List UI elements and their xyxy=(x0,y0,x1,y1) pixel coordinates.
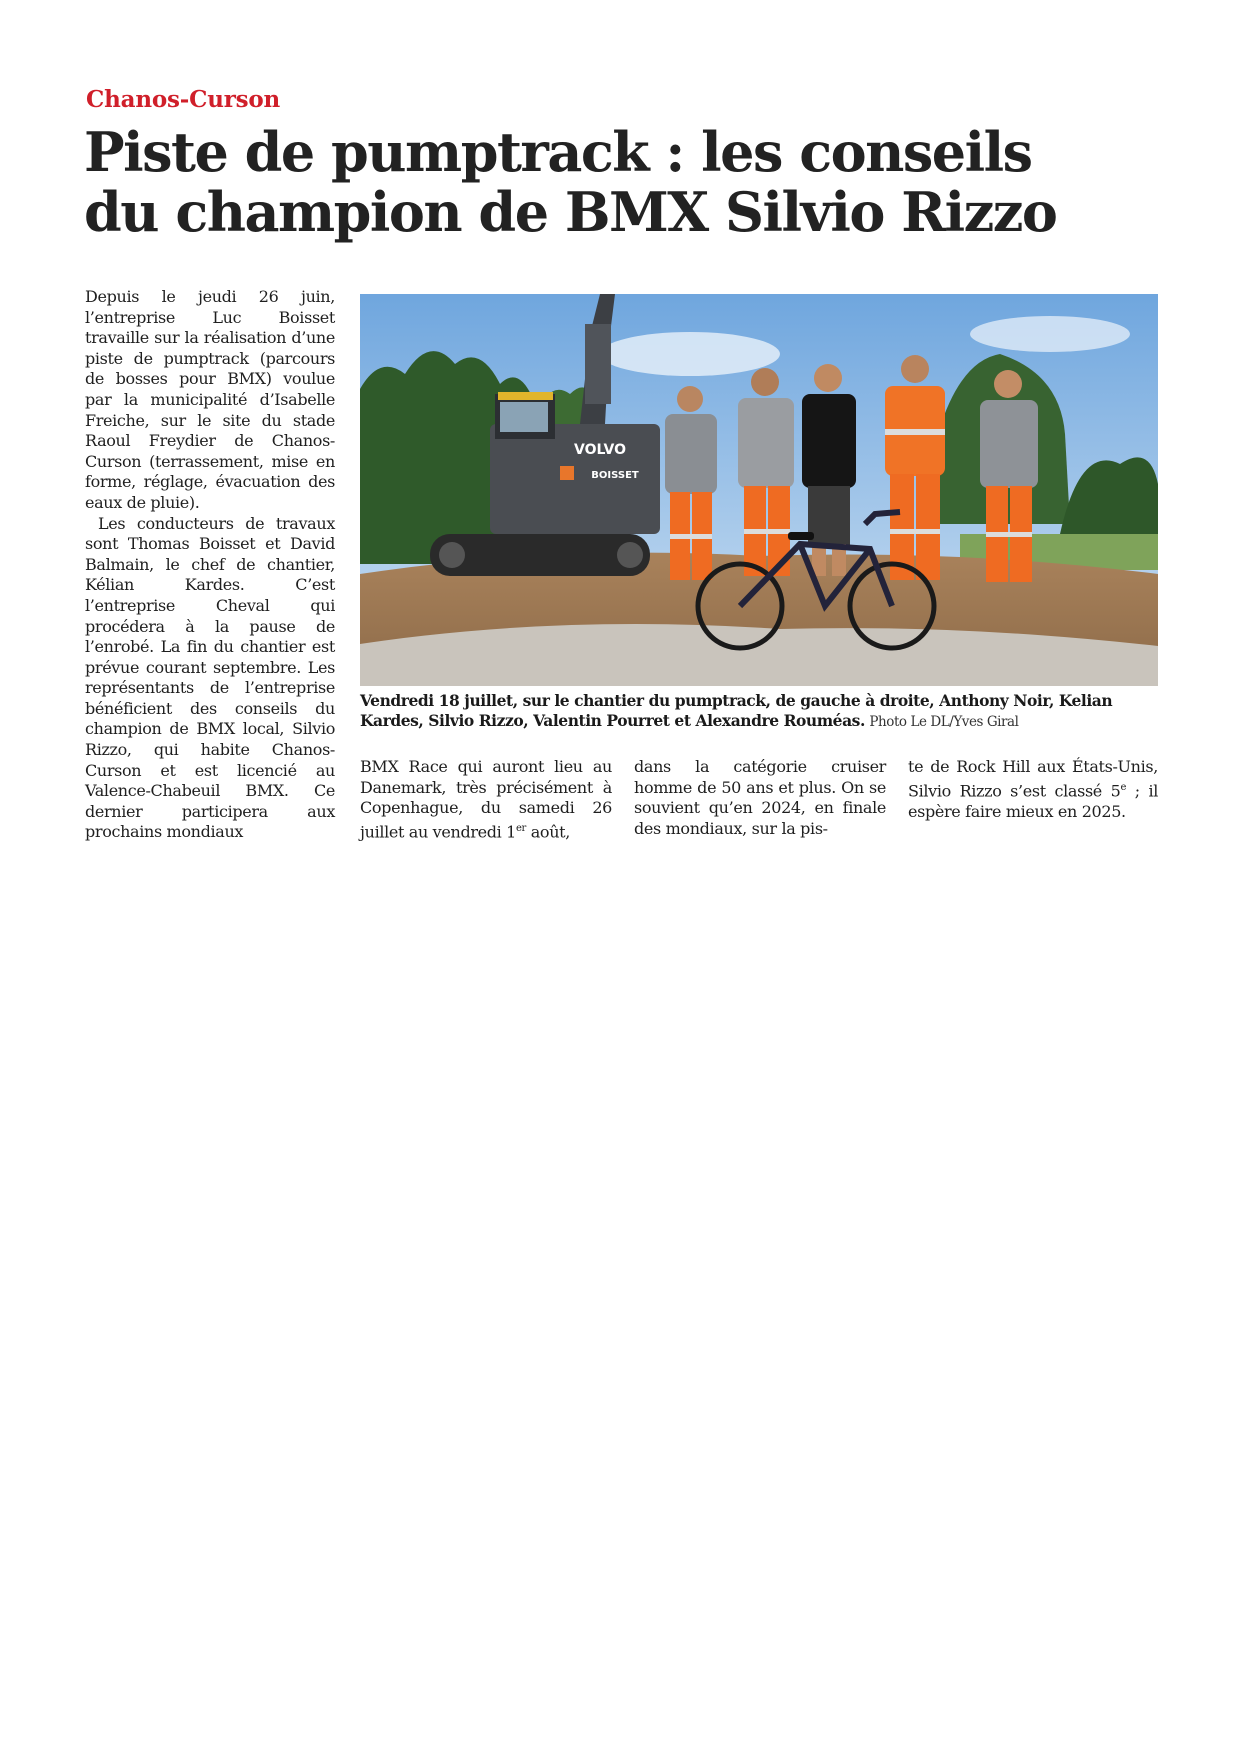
photo-caption xyxy=(360,691,1160,732)
paragraph-1: Depuis le jeudi 26 juin, l’entreprise Luc Boisset travaille sur la réalisation d’une piste de pumptrack (parcours de bosses pour BMX) voulue par la municipalité d’Isabelle Freiche, sur le site du stade Raoul Freydier de Chanos-Curson (terrassement, mise en forme, réglage, évacuation des eaux de pluie). xyxy=(85,287,335,512)
column-4-superscript: e xyxy=(1120,781,1127,793)
column-3-text: dans la catégorie cruiser homme de 50 ans et plus. On se souvient qu’en 2024, en finale des mondiaux, sur la pis- xyxy=(634,757,886,838)
paragraph-2: Les conducteurs de travaux sont Thomas Boisset et David Balmain, le chef de chantier, Kélian Kardes. C’est l’entreprise Cheval qui procédera à la pause de l’enrobé. La fin du chantier est prévue courant septembre. Les représentants de l’entreprise bénéficient des conseils du champion de BMX local, Silvio Rizzo, qui habite Chanos-Curson et est licencié au Valence-Chabeuil BMX. Ce dernier participera aux prochains mondiaux xyxy=(85,513,335,842)
caption-text: Vendredi 18 juillet, sur le chantier du pumptrack, de gauche à droite, Anthony Noir, Kelian Kardes, Silvio Rizzo, Valentin Pourret et Alexandre Rouméas. xyxy=(360,691,1113,730)
column-4-text: te de Rock Hill aux États-Unis, Silvio Rizzo s’est classé 5 xyxy=(908,757,1158,800)
worker-2 xyxy=(738,368,794,576)
article-headline xyxy=(84,122,1184,242)
machine-brand-label: VOLVO xyxy=(574,442,626,458)
column-2-text-end: août, xyxy=(525,822,570,842)
column-4-text-end: ; il espère faire mieux en 2025. xyxy=(908,780,1158,821)
headline-line-1: Piste de pumptrack : les conseils xyxy=(84,120,1032,184)
column-2-superscript: er xyxy=(515,822,526,834)
machine-company-label: BOISSET xyxy=(591,470,639,481)
construction-site-photo xyxy=(360,294,1158,686)
article-column-3 xyxy=(634,757,886,839)
article-photo xyxy=(360,294,1158,686)
headline-line-2: du champion de BMX Silvio Rizzo xyxy=(84,180,1057,244)
article-column-2 xyxy=(360,757,612,843)
article-column-4 xyxy=(908,757,1158,822)
column-2-text: BMX Race qui auront lieu au Danemark, très précisément à Copenhague, du samedi 26 juillet au vendredi 1 xyxy=(360,757,612,842)
article-kicker: Chanos-Curson xyxy=(86,86,281,113)
photo-credit: Photo Le DL/Yves Giral xyxy=(869,714,1019,730)
article-column-1 xyxy=(85,287,335,843)
